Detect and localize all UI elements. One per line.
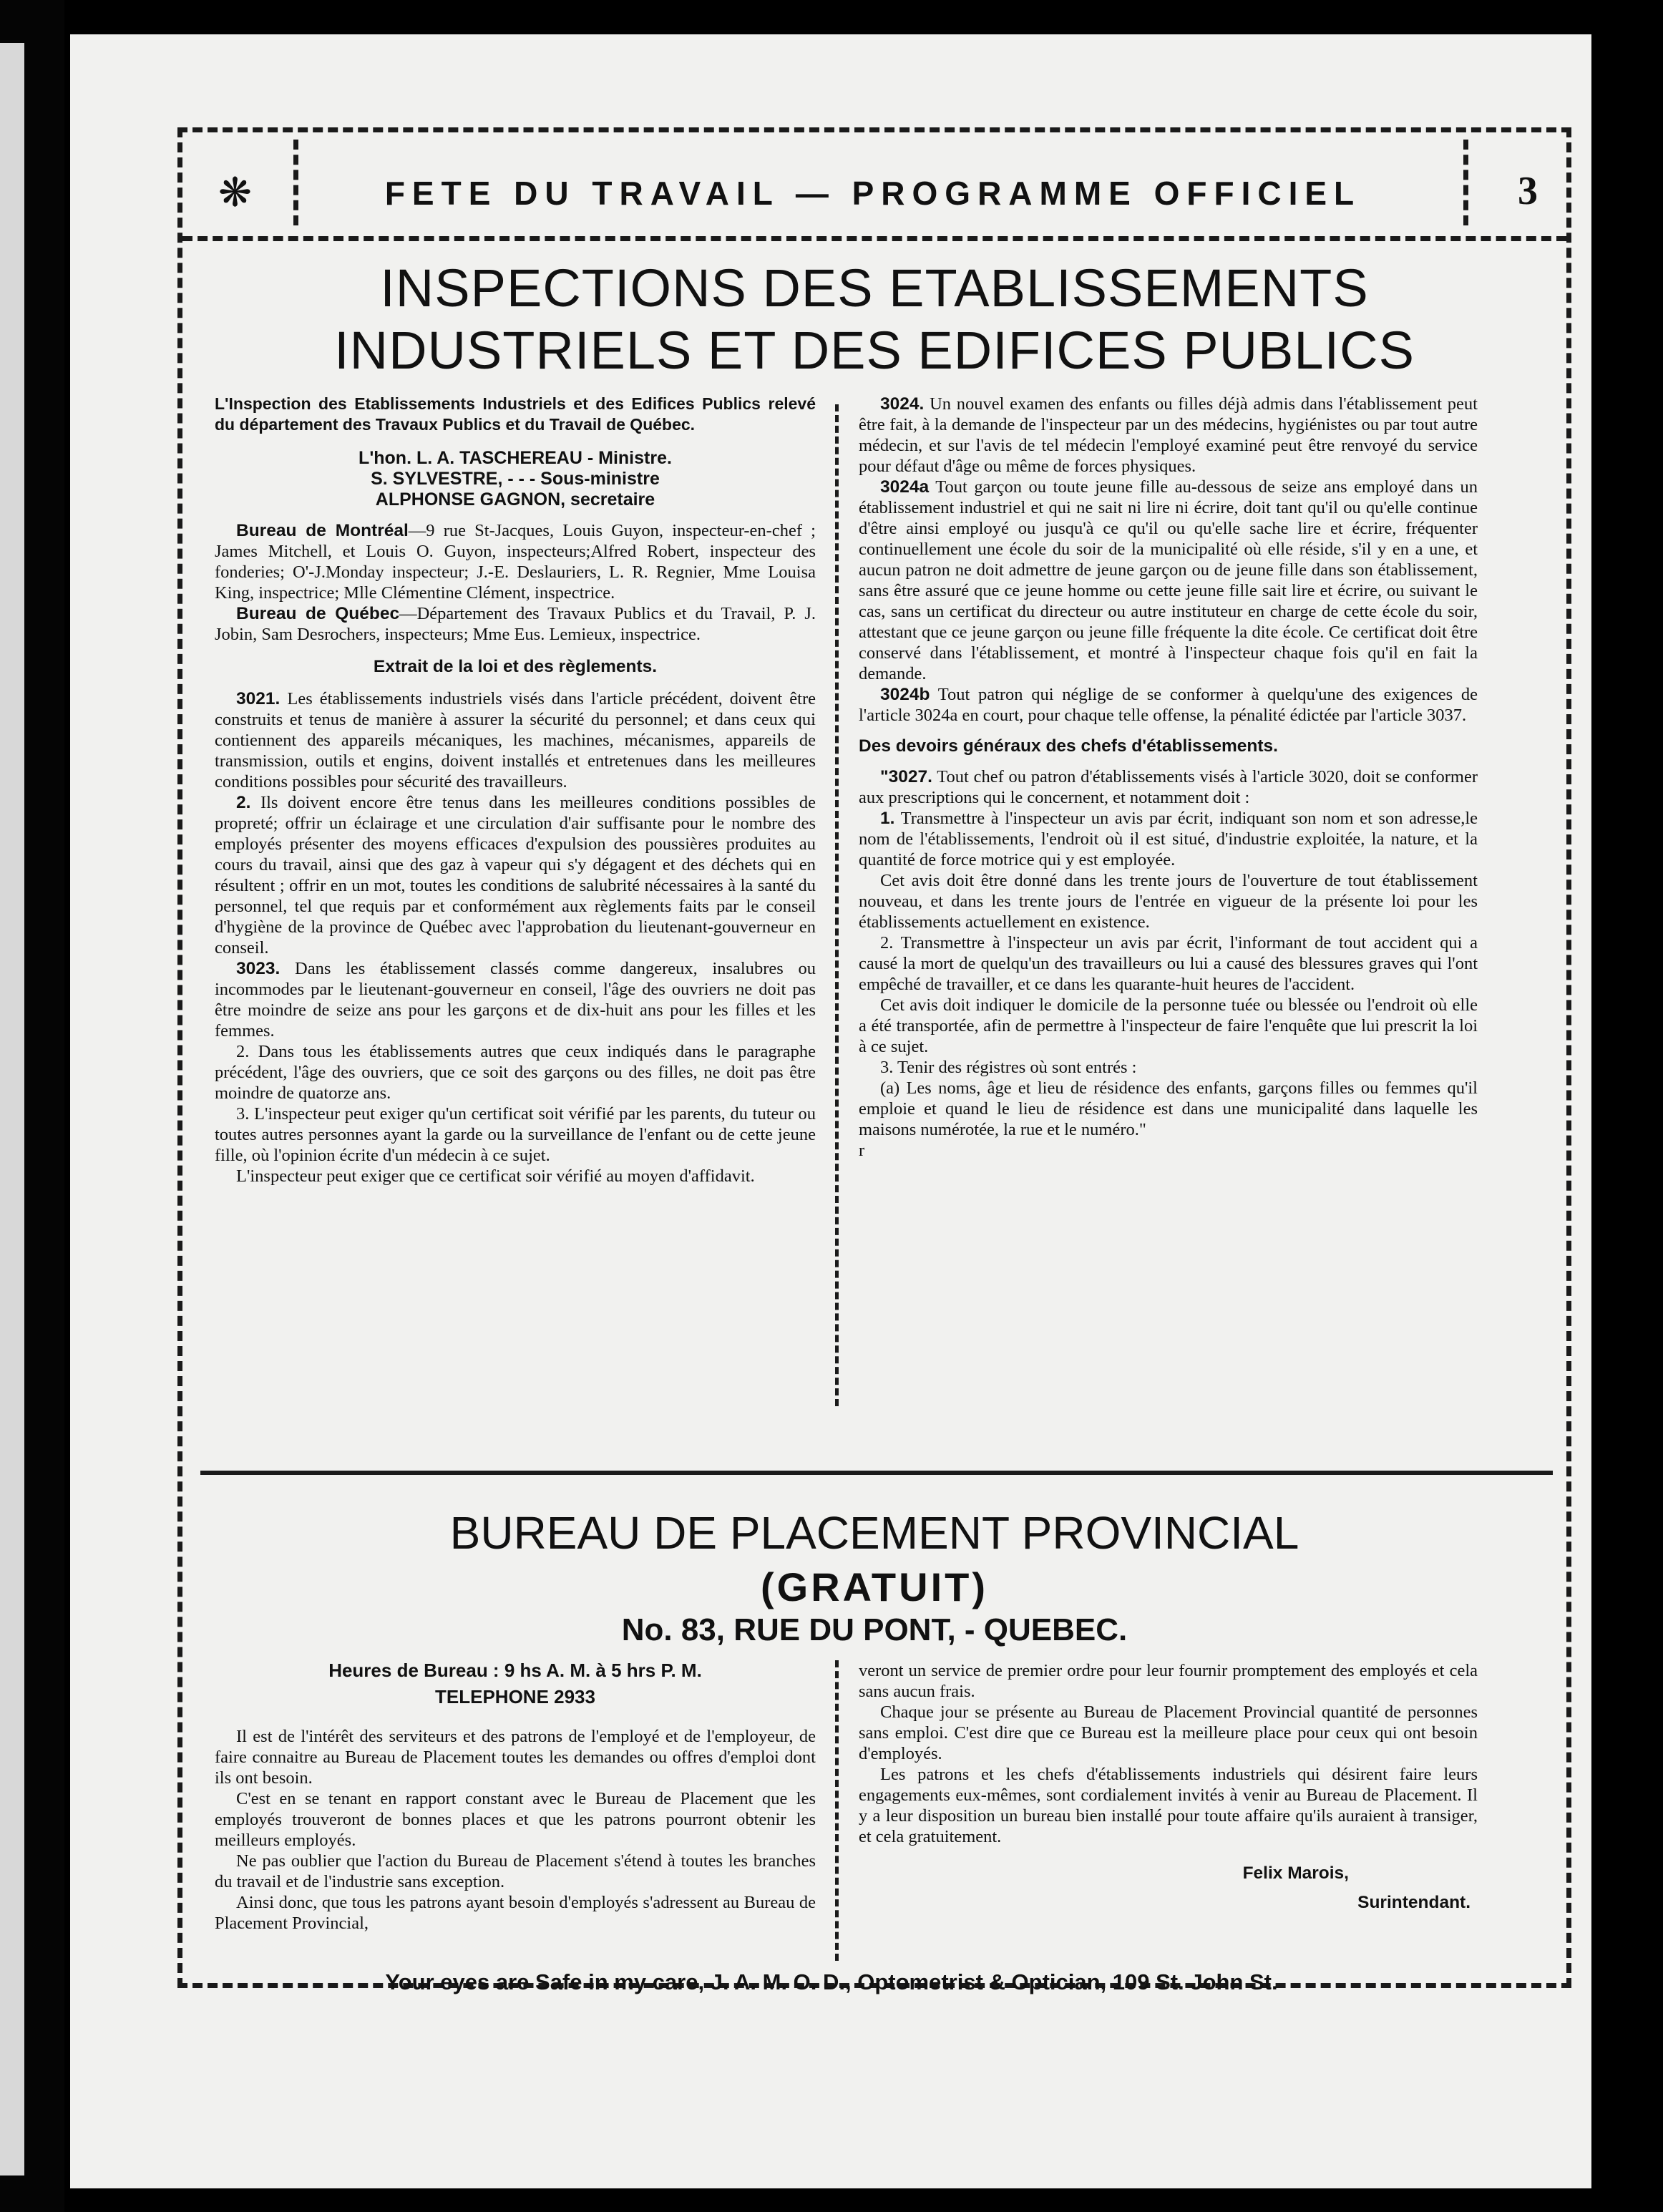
article-text: Tout chef ou patron d'établissements visés à l'article 3020, doit se conformer aux prescriptions qui le concernent, et notamment doit : — [859, 767, 1478, 807]
facing-page-edge — [0, 43, 24, 2176]
extract-heading: Extrait de la loi et des règlements. — [373, 657, 658, 676]
main-title-line2: INDUSTRIELS ET DES EDIFICES PUBLICS — [334, 321, 1415, 380]
article-text: Ils doivent encore être tenus dans les meilleures conditions possibles de propreté; offrir un éclairage et une circulation d'air suffisante pour le nombre des employés présenter des moyens efficaces d'expulsion des poussières produites au cours du travail, ainsi que des gaz à vapeur qui s'y dégagent et des déchets qui en résultent ; offrir en un mot, toutes les conditions de salubrité nécessaires à la santé du personnel, tel que requis par et conformément aux règlements faits par le conseil d'hygiène de la province de Québec avec l'approbation du lieutenant-gouverneur en conseil. — [215, 793, 816, 958]
item-text: Transmettre à l'inspecteur un avis par écrit, indiquant son nom et son adresse,le nom de l'établissements, l'endroit où il est situé, d'industrie exploitée, la nature, et la quantité de force motrice qui y est employée. — [859, 809, 1478, 869]
document-page — [70, 34, 1591, 2188]
dashed-frame — [177, 127, 1571, 1988]
article-text: Tout patron qui néglige de se conformer à quelqu'une des exigences de l'article 3024a en court, pour chaque telle offense, la pénalité édictée par l'article 3037. — [859, 685, 1478, 725]
duty-item-2: 2. Transmettre à l'inspecteur un avis par écrit, l'informant de tout accident qui a causé la mort de quelqu'un des travailleurs ou lui a causé des blessures graves qui l'ont empêché de travailler, et ce dans les quarante-huit heures de l'accident. — [859, 933, 1478, 994]
signature-title: Surintendant. — [1357, 1893, 1471, 1912]
header-rule — [182, 236, 1566, 241]
header-divider-left — [293, 140, 298, 225]
official-minister: L'hon. L. A. TASCHEREAU - Ministre. — [359, 448, 672, 468]
article-3023-3: 3. L'inspecteur peut exiger qu'un certificat soit vérifié par les parents, du tuteur ou toutes autres personnes ayant la garde ou la surveillance de l'enfant ou de cette jeune fille, où l'opinion écrite d'un médecin à ce sujet. — [215, 1104, 816, 1165]
bureau-paragraph-6: Chaque jour se présente au Bureau de Placement Provincial quantité de personnes sans emploi. C'est dire que ce Bureau est la meilleure place pour ceux qui ont besoin d'employés. — [859, 1702, 1478, 1763]
bureau-quebec-paragraph — [215, 603, 816, 645]
signature-name: Felix Marois, — [1242, 1863, 1349, 1883]
running-header-title: FETE DU TRAVAIL — PROGRAMME OFFICIEL — [384, 175, 1362, 212]
duty-item-1b: Cet avis doit être donné dans les trente jours de l'ouverture de tout établissement nouveau, et dans les trente jours de l'entrée en vigueur de la présente loi pour les établissements actuellement en existence. — [859, 871, 1478, 932]
footer-advertisement: Your eyes are Safe in my care, J. A. M. O. D., Optometrist & Optician, 109 St. John St. — [385, 1969, 1278, 1994]
article-number: 3024a — [880, 477, 930, 497]
article-number: 3024. — [880, 394, 925, 414]
bureau-quebec-text: —Département des Travaux Publics et du Travail, P. J. Jobin, Sam Desrochers, inspecteurs; Mme Eus. Lemieux, inspectrice. — [215, 604, 816, 644]
bureau-left-column — [215, 1660, 816, 1934]
bureau-paragraph-7: Les patrons et les chefs d'établissements industriels qui désirent faire leurs engagements eux-mêmes, sont cordialement invités à venir au Bureau de Placement. Il y a leur disposition un bureau bien installé pour toute affaire qu'ils auraient à transiger, et cela gratuitement. — [859, 1765, 1478, 1846]
article-3024 — [859, 394, 1478, 477]
duty-item-2b: Cet avis doit indiquer le domicile de la personne tuée ou blessée ou l'endroit où elle a été transportée, afin de permettre à l'inspecteur de faire l'enquête que lui prescrit la loi à ce sujet. — [859, 995, 1478, 1056]
article-3027 — [859, 766, 1478, 808]
trailing-mark: r — [859, 1141, 865, 1160]
article-number: 3024b — [880, 685, 930, 704]
bureau-paragraph-1: Il est de l'intérêt des serviteurs et des patrons de l'employé et de l'employeur, de faire connaitre au Bureau de Placement toutes les demandes ou offres d'emploi dont ils ont besoin. — [215, 1727, 816, 1788]
intro-text: L'Inspection des Etablissements Industriels et des Edifices Publics relevé du département des Travaux Publics et du Travail de Québec. — [215, 394, 816, 434]
duty-item-1 — [859, 808, 1478, 870]
duty-item-3: 3. Tenir des régistres où sont entrés : — [880, 1058, 1137, 1077]
article-3021 — [215, 688, 816, 792]
inspection-right-column — [859, 394, 1478, 1161]
item-number: 1. — [880, 809, 895, 828]
page-number: 3 — [1518, 169, 1538, 213]
bureau-right-column — [859, 1660, 1478, 1913]
article-number: 3021. — [236, 689, 281, 708]
article-3024b — [859, 684, 1478, 726]
bureau-paragraph-2: C'est en se tenant en rapport constant avec le Bureau de Placement que les employés trouveront de bonnes places et que les patrons pourront obtenir les meilleurs employés. — [215, 1789, 816, 1850]
telephone: TELEPHONE 2933 — [435, 1686, 595, 1707]
inspection-left-column — [215, 394, 816, 1187]
bureau-montreal-paragraph — [215, 520, 816, 603]
article-text: Un nouvel examen des enfants ou filles déjà admis dans l'établissement peut être fait, à la demande de l'inspecteur par un des médecins, hygiénistes ou par tout autre médecin, et sur l'avis de tel médecin l'employé examiné peut être renvoyé du service pour défaut d'âge ou même de forces physiques. — [859, 394, 1478, 476]
bureau-title: BUREAU DE PLACEMENT PROVINCIAL — [449, 1507, 1299, 1559]
article-3024a — [859, 477, 1478, 684]
bureau-montreal-label: Bureau de Montréal — [236, 521, 409, 540]
main-title-line1: INSPECTIONS DES ETABLISSEMENTS — [380, 258, 1369, 318]
duties-heading: Des devoirs généraux des chefs d'établissements. — [859, 736, 1278, 756]
bureau-subtitle: (GRATUIT) — [761, 1564, 988, 1609]
ornament-icon: ❋ — [218, 170, 252, 216]
bureau-paragraph-5: veront un service de premier ordre pour leur fournir promptement des employés et cela sans aucun frais. — [859, 1661, 1478, 1701]
column-divider — [835, 1660, 839, 1961]
bureau-quebec-label: Bureau de Québec — [236, 604, 400, 623]
bureau-paragraph-3: Ne pas oublier que l'action du Bureau de Placement s'étend à toutes les branches du travail et de l'industrie sans exception. — [215, 1851, 816, 1891]
article-text: Tout garçon ou toute jeune fille au-dessous de seize ans employé dans un établissement industriel et qui ne sait ni lire ni écrire, doit tant qu'il ou qu'elle continue d'être ainsi employé ou jusqu'à ce qu'il ou qu'elle sache lire et écrire, fréquenter continuellement une école du soir de la municipalité où elle réside, s'il y en a une, et aucun patron ne doit admettre de jeune garçon ou de jeune fille dans son établissement, sans être assuré que ce jeune homme ou cette jeune fille sait lire et écrire, ou suivant le cas, sans un certificat du directeur ou autre instituteur en charge de cette école du soir, attestant que ce jeune garçon ou jeune fille fréquente la dite école. Ce certificat doit être conservé dans l'établissement, et montré à l'inspecteur chaque fois qu'il en fait la demande. — [859, 477, 1478, 683]
header-divider-right — [1463, 140, 1468, 225]
article-text: Les établissements industriels visés dans l'article précédent, doivent être construits et tenus de manière à assurer la sécurité du personnel; et dans ceux qui contiennent des appareils mécaniques, les machines, mécanismes, appareils de transmission, outils et engins, doivent installés et entretenues dans les meilleures conditions possibles pour sécurité des travailleurs. — [215, 689, 816, 791]
official-secretary: ALPHONSE GAGNON, secretaire — [375, 489, 655, 510]
bureau-address: No. 83, RUE DU PONT, - QUEBEC. — [621, 1612, 1128, 1647]
article-3021-2 — [215, 792, 816, 958]
bureau-montreal-text: —9 rue St-Jacques, Louis Guyon, inspecteur-en-chef ; James Mitchell, et Louis O. Guyon, inspecteurs;Alfred Robert, inspecteur des fonderies; O'-J.Monday inspecteur; J.-E. Deslauriers, L. R. Regnier, Mme Louisa King, inspectrice; Mlle Clémentine Clément, inspectrice. — [215, 521, 816, 603]
article-3023-4: L'inspecteur peut exiger que ce certificat soir vérifié au moyen d'affidavit. — [236, 1166, 755, 1186]
article-3023 — [215, 958, 816, 1041]
article-number: "3027. — [880, 767, 932, 786]
column-divider — [835, 404, 839, 1406]
official-deputy: S. SYLVESTRE, - - - Sous-ministre — [371, 469, 660, 489]
article-number: 3023. — [236, 959, 281, 978]
bureau-paragraph-4: Ainsi donc, que tous les patrons ayant besoin d'employés s'adressent au Bureau de Placement Provincial, — [215, 1893, 816, 1933]
section-divider — [200, 1471, 1553, 1475]
article-text: Dans les établissement classés comme dangereux, insalubres ou incommodes par le lieutenant-gouverneur en conseil, l'âge des ouvriers ne doit pas être moindre de seize ans pour les garçons et de dix-huit ans pour les filles et les femmes. — [215, 959, 816, 1041]
article-3023-2: 2. Dans tous les établissements autres que ceux indiqués dans le paragraphe précédent, l'âge des ouvriers, que ce soit des garçons ou des filles, ne doit pas être moindre de quatorze ans. — [215, 1042, 816, 1103]
article-number: 2. — [236, 793, 251, 812]
office-hours: Heures de Bureau : 9 hs A. M. à 5 hrs P. M. — [328, 1660, 702, 1681]
duty-item-3a: (a) Les noms, âge et lieu de résidence des enfants, garçons filles ou femmes qu'il emploie et quand le lieu de résidence est dans une municipalité dans laquelle les maisons numérotée, la rue et le numéro." — [859, 1078, 1478, 1139]
